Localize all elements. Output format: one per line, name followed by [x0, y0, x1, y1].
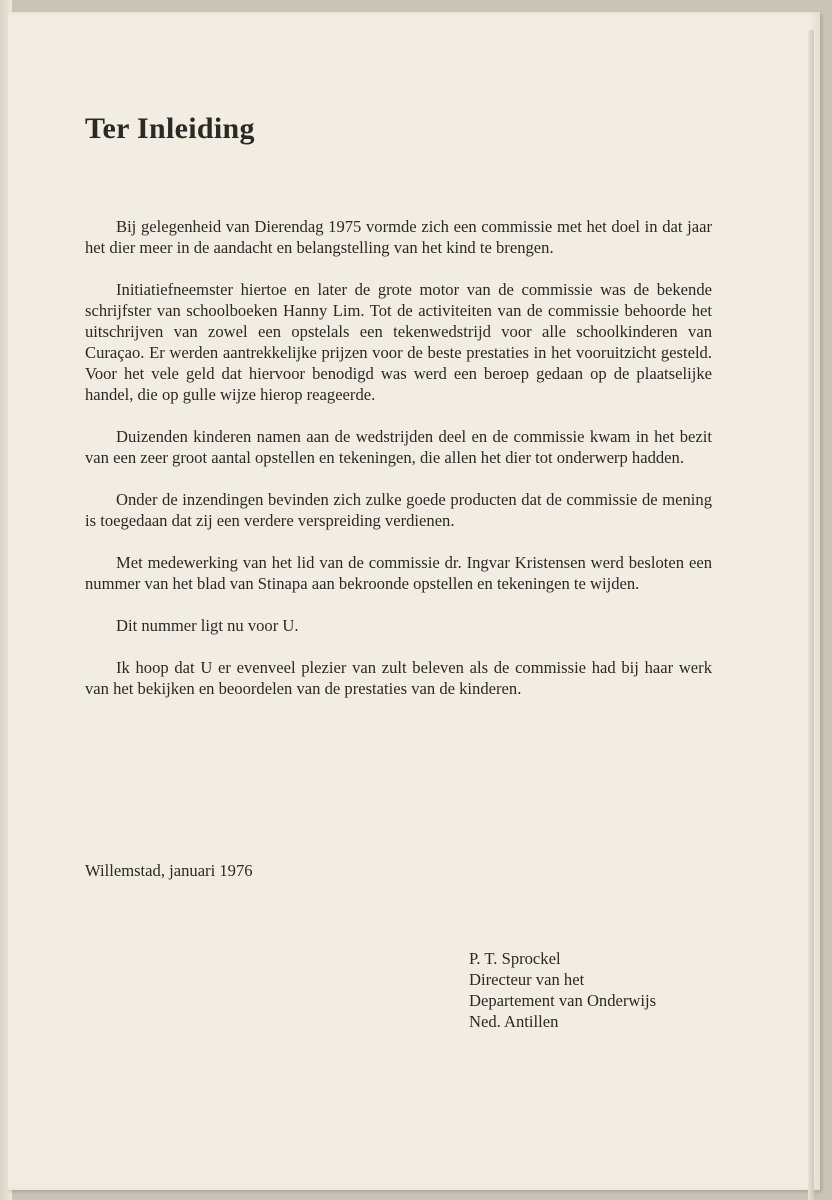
- paragraph-1: Bij gelegenheid van Dierendag 1975 vormde zich een commissie met het doel in dat jaar het dier meer in de aandacht en belangstelling van het kind te brengen.: [85, 217, 712, 257]
- page-right-edge: [808, 30, 814, 1200]
- signatory-title-line-1: Directeur van het: [469, 970, 585, 989]
- signatory-title-line-2: Departement van Onderwijs: [469, 991, 657, 1010]
- place-date: Willemstad, januari 1976: [85, 861, 253, 880]
- document-page: [8, 12, 820, 1190]
- paragraph-5: Met medewerking van het lid van de commissie dr. Ingvar Kristensen werd besloten een nummer van het blad van Stinapa aan bekroonde opstellen en tekeningen te wijden.: [85, 553, 712, 593]
- paragraph-4: Onder de inzendingen bevinden zich zulke goede producten dat de commissie de mening is toegedaan dat zij een verdere verspreiding verdienen.: [85, 490, 712, 530]
- page-title: Ter Inleiding: [85, 112, 255, 145]
- body-text: [85, 216, 712, 720]
- paragraph-7: Ik hoop dat U er evenveel plezier van zult beleven als de commissie had bij haar werk van het bekijken en beoordelen van de prestaties van de kinderen.: [85, 658, 712, 698]
- paragraph-6: Dit nummer ligt nu voor U.: [116, 616, 299, 635]
- paragraph-3: Duizenden kinderen namen aan de wedstrijden deel en de commissie kwam in het bezit van een zeer groot aantal opstellen en tekeningen, die allen het dier tot onderwerp hadden.: [85, 427, 712, 467]
- signatory-name: P. T. Sprockel: [469, 949, 561, 968]
- signatory-title-line-3: Ned. Antillen: [469, 1012, 559, 1031]
- signature-block: [469, 948, 656, 1032]
- paragraph-2: Initiatiefneemster hiertoe en later de grote motor van de commissie was de bekende schrijfster van schoolboeken Hanny Lim. Tot de activiteiten van de commissie behoorde het uitschrijven van zowel een opstelals een tekenwedstrijd voor alle schoolkinderen van Curaçao. Er werden aantrekkelijke prijzen voor de beste prestaties in het vooruitzicht gesteld. Voor het vele geld dat hiervoor benodigd was werd een beroep gedaan op de plaatselijke handel, die op gulle wijze hierop reageerde.: [85, 280, 712, 404]
